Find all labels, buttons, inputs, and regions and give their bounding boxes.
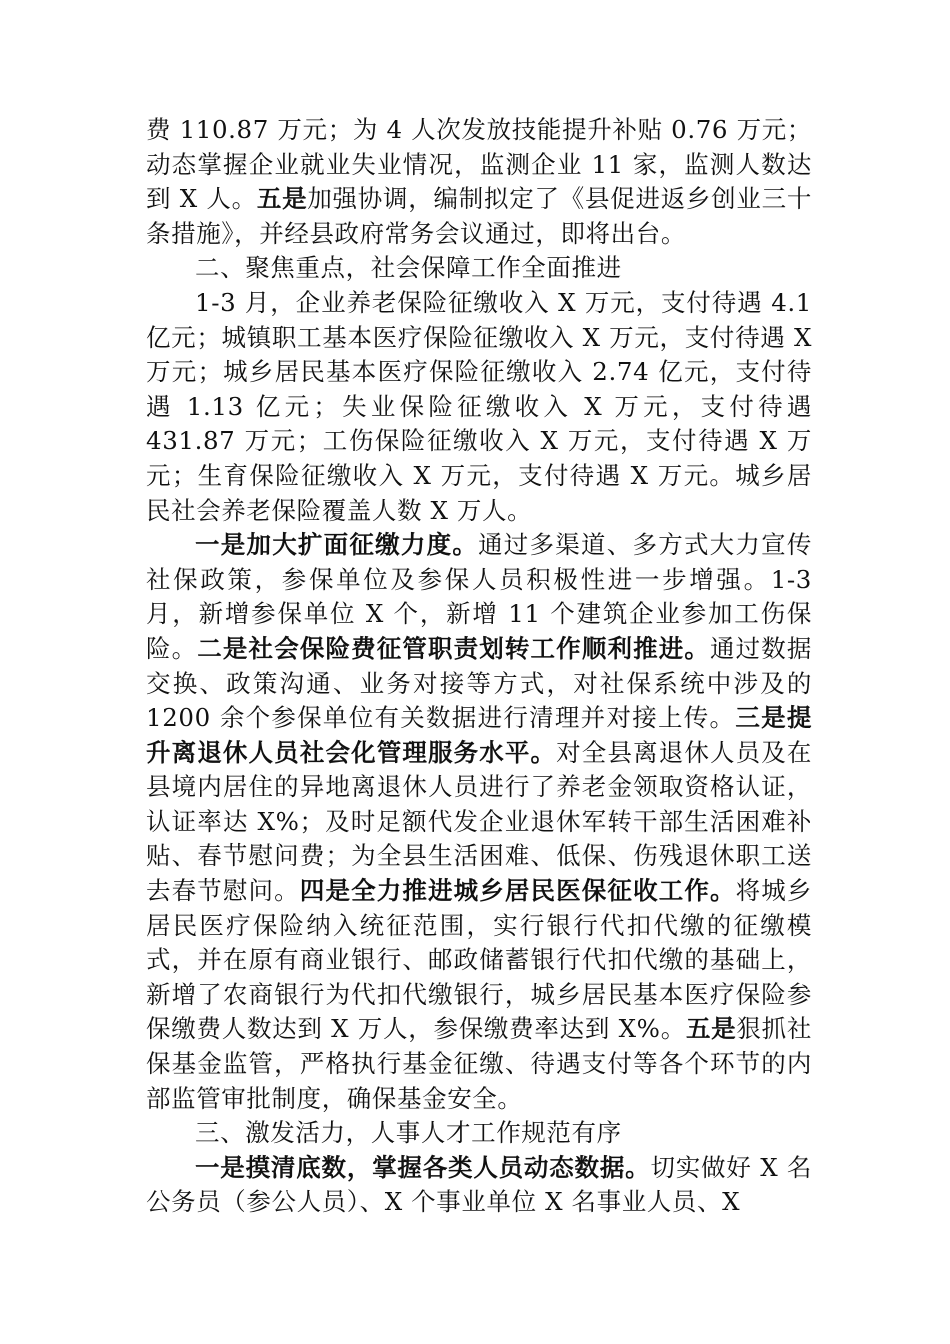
paragraph-social-security-measures — [146, 528, 812, 1116]
document-body — [146, 113, 812, 1220]
paragraph-text: 将城乡居民医疗保险纳入统征范围，实行银行代扣代缴的征缴模式，并在原有商业银行、邮政储蓄银行代扣代缴的基础上，新增了农商银行为代扣代缴银行，城乡居民基本医疗保险参保缴费人数达到 X 万人，参保缴费率达到 X%。 — [146, 876, 812, 1044]
paragraph-personnel-data — [146, 1151, 812, 1220]
paragraph-employment-end — [146, 113, 812, 251]
bold-lead-text: 五是 — [256, 184, 308, 214]
section-heading-social-security: 二、聚焦重点，社会保障工作全面推进 — [195, 253, 622, 283]
paragraph-text: 通过数据交换、政策沟通、业务对接等方式，对社保系统中涉及的 1200 余个参保单位有关数据进行清理并对接上传。 — [146, 633, 813, 733]
paragraph-text: 通过多渠道、多方式大力宣传社保政策，参保单位及参保人员积极性进一步增强。1-3 月，新增参保单位 X 个，新增 11 个建筑企业参加工伤保险。 — [146, 530, 812, 663]
bold-lead-text: 四是全力推进城乡居民医保征收工作。 — [299, 876, 736, 906]
paragraph-text: 对全县离退休人员及在县境内居住的异地离退休人员进行了养老金领取资格认证，认证率达 X%；及时足额代发企业退休军转干部生活困难补贴、春节慰问费；为全县生活困难、低保、伤残退休职工送去春节慰问。 — [146, 737, 812, 906]
bold-lead-text: 五是 — [685, 1014, 737, 1044]
bold-lead-text: 一是摸清底数，掌握各类人员动态数据。 — [195, 1152, 651, 1182]
bold-lead-text: 一是加大扩面征缴力度。 — [195, 530, 479, 560]
paragraph-text: 切实做好 X 名公务员（参公人员）、X 个事业单位 X 名事业人员、X — [146, 1152, 812, 1217]
section-heading-personnel: 三、激发活力，人事人才工作规范有序 — [195, 1118, 622, 1148]
paragraph-insurance-figures: 1-3 月，企业养老保险征缴收入 X 万元，支付待遇 4.1 亿元；城镇职工基本医疗保险征缴收入 X 万元，支付待遇 X 万元；城乡居民基本医疗保险征缴收入 2.74 亿元，支付待遇 1.13 亿元；失业保险征缴收入 X 万元，支付待遇 431.87 万元；工伤保险征缴收入 X 万元，支付待遇 X 万元；生育保险征缴收入 X 万元，支付待遇 X 万元。城乡居民社会养老保险覆盖人数 X 万人。 — [146, 287, 812, 525]
bold-lead-text: 三是提升离退休人员社会化管理服务水平。 — [146, 703, 812, 767]
bold-lead-text: 二是社会保险费征管职责划转工作顺利推进。 — [197, 633, 710, 663]
paragraph-text: 费 110.87 万元；为 4 人次发放技能提升补贴 0.76 万元；动态掌握企业就业失业情况，监测企业 11 家，监测人数达到 X 人。 — [146, 115, 812, 214]
paragraph-text: 狠抓社保基金监管，严格执行基金征缴、待遇支付等各个环节的内部监管审批制度，确保基金安全。 — [146, 1014, 812, 1113]
paragraph-text: 加强协调，编制拟定了《县促进返乡创业三十条措施》，并经县政府常务会议通过，即将出台。 — [146, 184, 812, 248]
